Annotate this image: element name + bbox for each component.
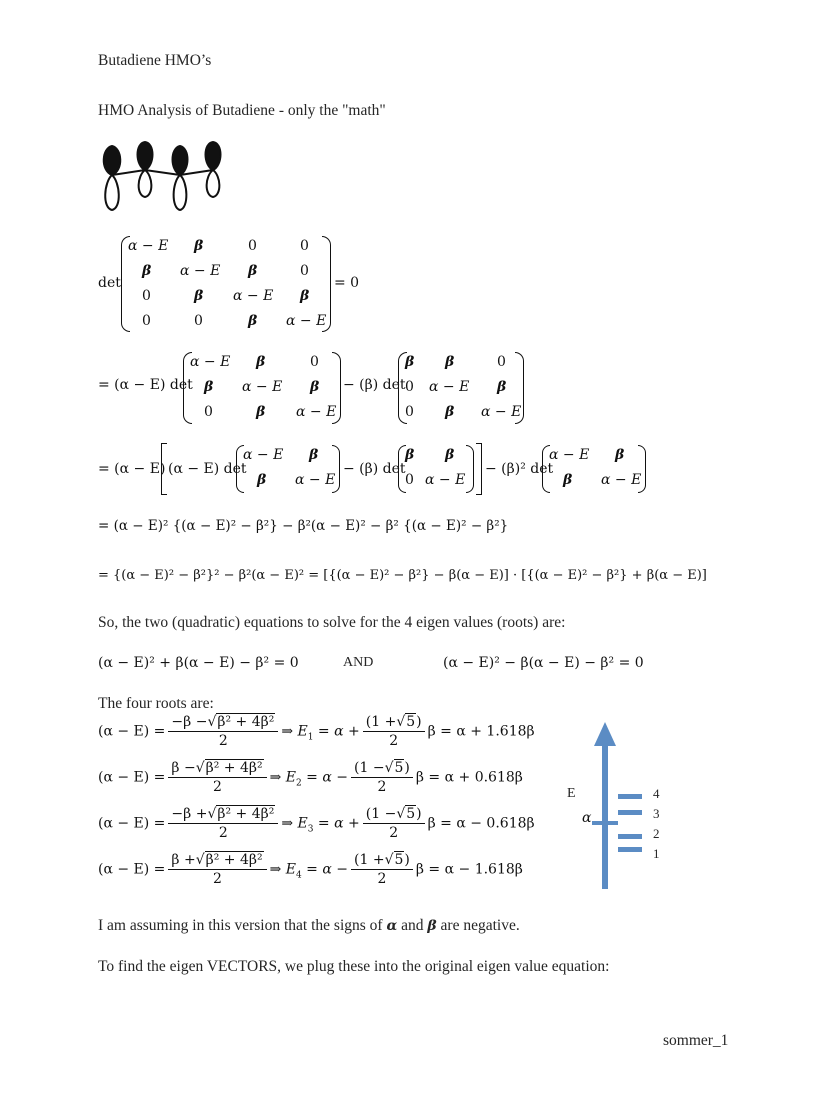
coef-num-a: (1 + (365, 714, 397, 730)
p-orbital-4 (206, 142, 221, 197)
line2-prefix: = (α − E) det (98, 377, 193, 393)
energy-symbol: E (297, 723, 308, 740)
root-lhs: (α − E) = (98, 861, 166, 878)
root-sign: α − (322, 769, 349, 786)
four-roots-label: The four roots are: (98, 695, 214, 712)
root-radicand: β² + 4β² (217, 806, 275, 822)
coef-radicand: 5 (394, 852, 404, 868)
m3b-r3c1: 0 (405, 404, 414, 420)
assumption-paragraph (98, 917, 520, 935)
m3a-r2c1: β (204, 379, 214, 395)
m4-r4c3: β (248, 313, 258, 329)
section-heading: HMO Analysis of Butadiene - only the "math" (98, 102, 386, 119)
coef-num-a: (1 − (365, 806, 397, 822)
level-4-bar (618, 794, 642, 799)
energy-arrow-shaft (602, 744, 608, 889)
root-lhs: (α − E) = (98, 769, 166, 786)
level-label-3: 3 (653, 806, 660, 821)
line3-inner: (α − E) det (168, 461, 247, 477)
root-sign: α + (334, 723, 360, 740)
quadratic-eq-2: (α − E)² − β(α − E) − β² = 0 (443, 655, 644, 671)
root-den: 2 (218, 825, 228, 841)
root-num-a: β − (171, 760, 196, 776)
level-2-bar (618, 834, 642, 839)
matrix-4x4 (128, 238, 327, 329)
m4-r1c1: α − E (128, 238, 169, 254)
equation-line-5: = {(α − E)² − β²}² − β²(α − E)² = [{(α − E)² − β²} − β(α − E)] · [{(α − E)² − β²} + β(α − E)] (98, 568, 707, 583)
coef-num-b: ) (416, 714, 422, 730)
implies-arrow: ⇒ (269, 769, 282, 786)
m3b-r3c2: β (445, 404, 455, 420)
m4-r4c1: 0 (142, 313, 151, 329)
coef-num-b: ) (416, 806, 422, 822)
coef-radicand: 5 (394, 760, 404, 776)
root-radicand: β² + 4β² (205, 852, 263, 868)
coef-den: 2 (377, 871, 387, 887)
root-den: 2 (218, 733, 228, 749)
coef-den: 2 (389, 825, 399, 841)
implies-arrow: ⇒ (281, 815, 294, 832)
m4-r1c4: 0 (300, 238, 309, 254)
m3a-r1c1: α − E (190, 354, 231, 370)
m4-r2c2: α − E (180, 263, 221, 279)
m3b-r2c2: α − E (429, 379, 470, 395)
m3a-r3c2: β (256, 404, 266, 420)
line3-right-bracket (476, 443, 482, 495)
root-num-a: β + (171, 852, 196, 868)
det-label-1: det (98, 275, 121, 291)
m3b-r2c3: β (497, 379, 507, 395)
carbon-chain-bonds (112, 170, 213, 175)
m2b-r1c2: β (445, 447, 455, 463)
energy-level-diagram (560, 718, 680, 893)
assume-alpha: α (386, 918, 398, 934)
root-result: β = α + 1.618β (427, 723, 535, 740)
equation-line-4: = (α − E)² {(α − E)² − β²} − β²(α − E)² − β² {(α − E)² − β²} (98, 518, 509, 534)
det-equals-zero: = 0 (334, 275, 360, 291)
line3-beta2-det: − (β)² det (485, 461, 554, 477)
coef-num-b: ) (404, 852, 410, 868)
root-row-4: (α − E) = $\frac{\text{β +√β² + 4β²}}{2}$ ⇒ $E_4 = \alpha$ − $\frac{(1 +√5)}{2}$ β = α − 1.618β (98, 852, 523, 887)
coef-den: 2 (377, 779, 387, 795)
matrix-3x3-b (405, 354, 520, 422)
energy-subscript: 3 (307, 824, 314, 835)
m4-r1c3: 0 (248, 238, 257, 254)
root-num-a: −β + (171, 806, 208, 822)
matrix-2x2-a (243, 447, 338, 491)
matrix-3x3-a (190, 354, 335, 422)
m2b-r1c1: β (405, 447, 415, 463)
m4-r4c4: α − E (286, 313, 327, 329)
m3b-r3c3: α − E (481, 404, 522, 420)
so-paragraph: So, the two (quadratic) equations to solve for the 4 eigen values (roots) are: (98, 614, 566, 631)
coef-den: 2 (389, 733, 399, 749)
level-label-1: 1 (653, 846, 660, 861)
root-lhs: (α − E) = (98, 815, 166, 832)
line3-left-bracket (161, 443, 167, 495)
assume-and: and (401, 917, 424, 934)
assume-suffix: are negative. (440, 917, 520, 934)
m2a-r1c2: β (309, 447, 319, 463)
energy-symbol: E (285, 769, 296, 786)
m3a-r1c3: 0 (310, 354, 319, 370)
m2b-r2c1: 0 (405, 472, 414, 488)
m2c-r1c1: α − E (549, 447, 590, 463)
implies-arrow: ⇒ (281, 723, 294, 740)
root-row-3: (α − E) = $\frac{\text{−β +√β² + 4β²}}{2}$ ⇒ $E_3 = \alpha$ + $\frac{(1 -√5)}{2}$ β = α − 0.618β (98, 806, 535, 841)
m4-r2c3: β (248, 263, 258, 279)
root-lhs: (α − E) = (98, 723, 166, 740)
m4-r3c4: β (300, 288, 310, 304)
m3a-r3c3: α − E (296, 404, 337, 420)
p-orbital-3 (173, 146, 188, 210)
energy-subscript: 1 (307, 732, 314, 743)
energy-subscript: 2 (296, 778, 302, 789)
root-result: β = α + 0.618β (415, 769, 523, 786)
line2-minus-beta-det: − (β) det (343, 377, 406, 393)
m2c-r1c2: β (615, 447, 625, 463)
energy-subscript: 4 (296, 870, 302, 881)
level-label-4: 4 (653, 786, 660, 801)
quadratic-eq-1: (α − E)² + β(α − E) − β² = 0 (98, 655, 299, 671)
m2a-r2c2: α − E (295, 472, 336, 488)
root-den: 2 (213, 779, 222, 795)
root-sign: α + (334, 815, 360, 832)
m4-r2c4: 0 (300, 263, 309, 279)
m2c-r2c1: β (563, 472, 573, 488)
alpha-level-label: α (582, 810, 592, 826)
line3-minus-beta-det: − (β) det (343, 461, 406, 477)
p-orbital-1 (104, 146, 121, 210)
m2a-r1c1: α − E (243, 447, 284, 463)
coef-radicand: 5 (406, 714, 416, 730)
m3a-r2c3: β (310, 379, 320, 395)
energy-arrow-head (594, 722, 616, 746)
m3b-r1c2: β (445, 354, 455, 370)
coef-num-b: ) (404, 760, 410, 776)
m3b-r2c1: 0 (405, 379, 414, 395)
m4-r4c2: 0 (194, 313, 203, 329)
line3-prefix: = (α − E) (98, 461, 166, 477)
level-label-2: 2 (653, 826, 660, 841)
matrix-2x2-b (405, 447, 470, 491)
root-row-1: (α − E) = $\frac{\text{−β −√β² + 4β²}}{2}$ ⇒ $E_1 = \alpha$ + $\frac{(1 +√5)}{2}$ β = α + 1.618β (98, 714, 535, 749)
energy-symbol: E (285, 861, 296, 878)
coef-num-a: (1 − (354, 760, 385, 776)
root-sign: α − (322, 861, 349, 878)
assume-prefix: I am assuming in this version that the signs of (98, 917, 383, 934)
root-row-2: (α − E) = $\frac{\text{β −√β² + 4β²}}{2}$ ⇒ $E_2 = \alpha$ − $\frac{(1 -√5)}{2}$ β = α + 0.618β (98, 760, 523, 795)
assume-beta: β (427, 918, 437, 934)
coef-radicand: 5 (406, 806, 416, 822)
m3a-r1c2: β (256, 354, 266, 370)
alpha-tick (592, 821, 618, 825)
energy-symbol: E (297, 815, 308, 832)
implies-arrow: ⇒ (269, 861, 282, 878)
m4-r1c2: β (194, 238, 204, 254)
m4-r3c3: α − E (233, 288, 274, 304)
page-footer: sommer_1 (663, 1032, 729, 1049)
m4-r3c1: 0 (142, 288, 151, 304)
m4-r2c1: β (142, 263, 152, 279)
level-1-bar (618, 847, 642, 852)
m3b-r1c1: β (405, 354, 415, 370)
m4-r3c2: β (194, 288, 204, 304)
matrix-2x2-c (549, 447, 644, 491)
root-result: β = α − 1.618β (415, 861, 523, 878)
m2c-r2c2: α − E (601, 472, 642, 488)
coef-num-a: (1 + (354, 852, 385, 868)
m2b-r2c2: α − E (425, 472, 466, 488)
m3a-r3c1: 0 (204, 404, 213, 420)
butadiene-p-orbitals-illustration (100, 140, 225, 215)
root-radicand: β² + 4β² (205, 760, 263, 776)
root-result: β = α − 0.618β (427, 815, 535, 832)
root-radicand: β² + 4β² (217, 714, 275, 730)
level-3-bar (618, 810, 642, 815)
page-header-title: Butadiene HMO’s (98, 52, 212, 69)
m3a-r2c2: α − E (242, 379, 283, 395)
m2a-r2c1: β (257, 472, 267, 488)
eigen-vectors-paragraph: To find the eigen VECTORS, we plug these into the original eigen value equation: (98, 958, 610, 975)
energy-axis-label: E (567, 786, 576, 801)
root-den: 2 (213, 871, 222, 887)
m3b-r1c3: 0 (497, 354, 506, 370)
and-label: AND (343, 655, 374, 670)
root-num-a: −β − (171, 714, 208, 730)
